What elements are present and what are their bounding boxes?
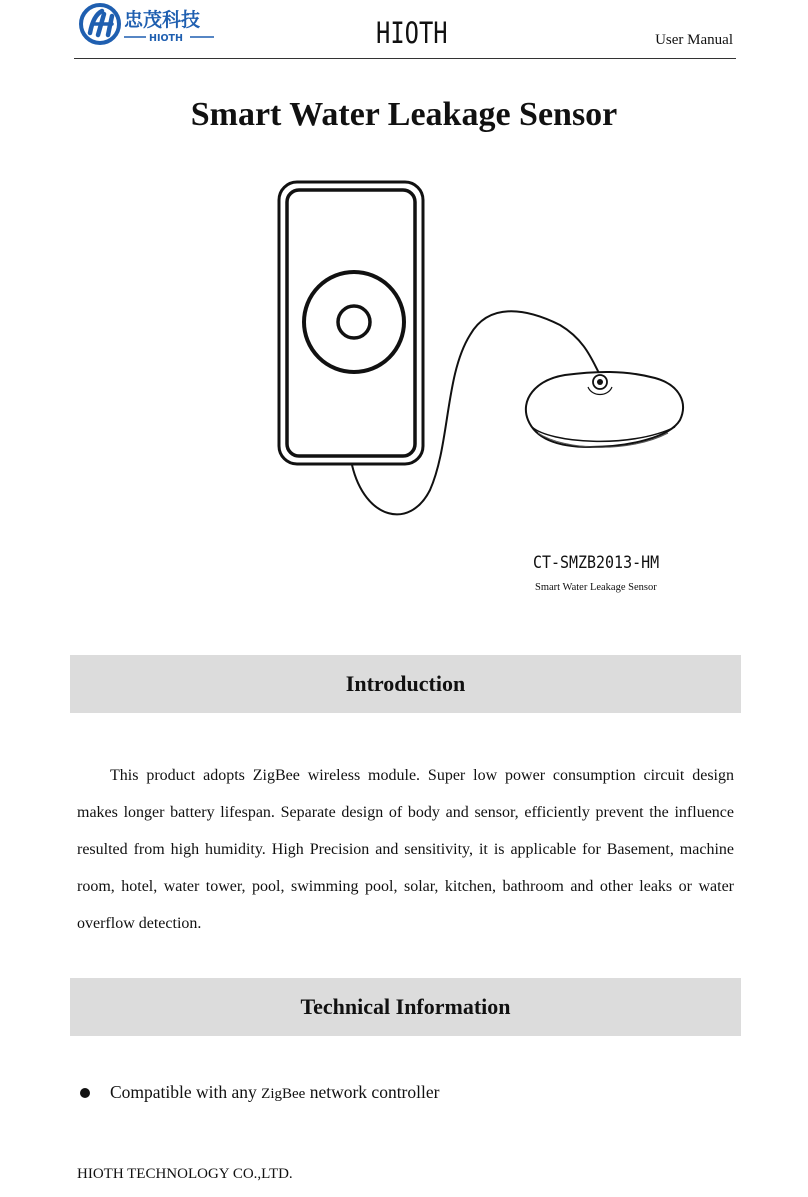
logo-en-text: HIOTH bbox=[149, 33, 183, 44]
bullet-dot-icon bbox=[80, 1088, 90, 1098]
model-code: CT-SMZB2013-HM bbox=[533, 553, 660, 573]
header-brand: HIOTH bbox=[376, 16, 448, 50]
bullet-item bbox=[80, 1082, 439, 1103]
section-header-introduction bbox=[70, 655, 741, 713]
product-illustration bbox=[270, 175, 700, 520]
bullet-zigbee: ZigBee bbox=[261, 1086, 306, 1102]
page-title: Smart Water Leakage Sensor bbox=[190, 96, 618, 133]
section-heading: Introduction bbox=[345, 671, 466, 696]
section-header-technical bbox=[70, 978, 741, 1036]
hioth-logo bbox=[78, 2, 228, 46]
header-doc-type: User Manual bbox=[655, 32, 733, 48]
footer-company: HIOTH TECHNOLOGY CO.,LTD. bbox=[77, 1166, 293, 1182]
bullet-suffix: network controller bbox=[305, 1082, 440, 1102]
header-divider bbox=[74, 58, 736, 59]
introduction-paragraph: This product adopts ZigBee wireless module. Super low power consumption circuit design makes longer battery lifespan. Separate design of body and sensor, efficiently prevent the influence resulted from high humidity. High Precision and sensitivity, it is applicable for Basement, machine room, hotel, water tower, pool, swimming pool, solar, kitchen, bathroom and other leaks or water overflow detection. bbox=[77, 767, 734, 932]
section-heading: Technical Information bbox=[300, 994, 511, 1019]
model-name: Smart Water Leakage Sensor bbox=[535, 582, 657, 593]
bullet-prefix: Compatible with any bbox=[110, 1082, 262, 1102]
bullet-text bbox=[110, 1082, 439, 1103]
logo-cn-text: 忠茂科技 bbox=[124, 9, 201, 31]
